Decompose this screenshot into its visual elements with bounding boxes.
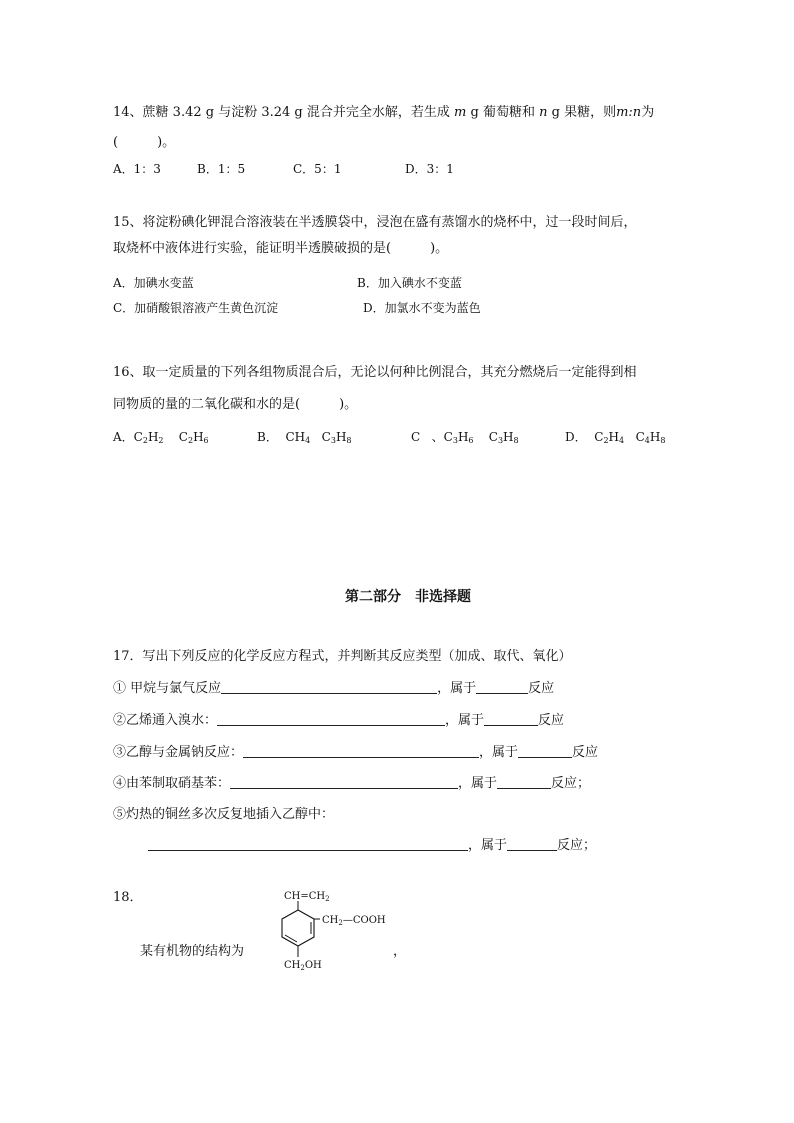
answer-blank[interactable] bbox=[243, 745, 479, 758]
q15-line2: 取烧杯中液体进行实验，能证明半透膜破损的是( )。 bbox=[113, 241, 449, 256]
q18-text: 某有机物的结构为 bbox=[140, 944, 245, 959]
q18-comma: ， bbox=[393, 944, 407, 959]
q16-option-c: C 、$C_3H_6$ $C_3H_8$ bbox=[411, 430, 519, 445]
q15-line1: 15、将淀粉碘化钾混合溶液装在半透膜袋中，浸泡在盛有蒸馏水的烧杯中，过一段时间后， bbox=[113, 215, 637, 230]
ring-double-bond bbox=[285, 935, 297, 942]
carboxymethyl-group: $CH_2—COOH$ bbox=[322, 915, 386, 927]
q14-option-b: B．1：5 bbox=[197, 162, 246, 176]
q16-option-b: B． $CH_4$ $C_3H_8$ bbox=[257, 430, 352, 445]
type-blank[interactable] bbox=[518, 745, 572, 758]
benzene-ring bbox=[282, 910, 314, 946]
q17-item-3: ③乙醇与金属钠反应： ，属于 反应 bbox=[113, 745, 599, 760]
q17-item-5-answer: ，属于 反应； bbox=[148, 838, 596, 852]
q15-option-d: D．加氯水不变为蓝色 bbox=[363, 301, 481, 315]
q14-line1: 14、蔗糖 3.42 g 与淀粉 3.24 g 混合并完全水解，若生成 m g 葡萄糖和 n g 果糖，则m:n为 bbox=[113, 105, 655, 120]
q17-intro: 17．写出下列反应的化学反应方程式，并判断其反应类型（加成、取代、氧化） bbox=[113, 649, 572, 664]
q14-answer-paren: ( )。 bbox=[113, 135, 176, 150]
type-blank[interactable] bbox=[484, 713, 538, 726]
q18-number: 18． bbox=[113, 890, 143, 905]
q17-item-5: ⑤灼热的铜丝多次反复地插入乙醇中： bbox=[113, 807, 335, 822]
q16-option-d: D． $C_2H_4$ $C_4H_8$ bbox=[565, 430, 666, 445]
q14-option-a: A．1：3 bbox=[113, 162, 161, 176]
type-blank[interactable] bbox=[476, 681, 528, 694]
type-blank[interactable] bbox=[507, 838, 557, 851]
q17-item-2: ②乙烯通入溴水： ，属于 反应 bbox=[113, 713, 565, 728]
answer-blank[interactable] bbox=[148, 838, 468, 851]
var-m: m bbox=[454, 105, 467, 120]
q15-option-a: A．加碘水变蓝 bbox=[113, 276, 194, 290]
vinyl-group: $CH=CH_2$ bbox=[284, 891, 330, 903]
q17-item-4: ④由苯制取硝基苯： ，属于 反应； bbox=[113, 776, 591, 791]
q16-line1: 16、取一定质量的下列各组物质混合后，无论以何种比例混合，其充分燃烧后一定能得到相 bbox=[113, 365, 637, 380]
ratio-mn: m:n bbox=[616, 105, 642, 120]
hydroxymethyl-group: $CH_2OH$ bbox=[284, 960, 322, 972]
type-blank[interactable] bbox=[497, 776, 551, 789]
q16-option-a: A．$C_2H_2$ $C_2H_6$ bbox=[113, 430, 209, 445]
section-title: 第二部分 非选择题 bbox=[345, 589, 471, 605]
q17-item-1: ① 甲烷与氯气反应 ，属于 反应 bbox=[113, 681, 555, 696]
q15-option-c: C．加硝酸银溶液产生黄色沉淀 bbox=[113, 301, 279, 315]
q14-option-c: C．5：1 bbox=[293, 162, 342, 176]
q15-option-b: B．加入碘水不变蓝 bbox=[357, 276, 462, 290]
answer-blank[interactable] bbox=[221, 681, 437, 694]
structural-formula bbox=[270, 888, 405, 988]
var-n: n bbox=[539, 105, 548, 120]
answer-blank[interactable] bbox=[217, 713, 445, 726]
q14-option-d: D．3：1 bbox=[405, 162, 454, 176]
answer-blank[interactable] bbox=[230, 776, 458, 789]
q14-number: 14、 bbox=[113, 105, 143, 120]
q16-line2: 同物质的量的二氧化碳和水的是( )。 bbox=[113, 397, 358, 412]
